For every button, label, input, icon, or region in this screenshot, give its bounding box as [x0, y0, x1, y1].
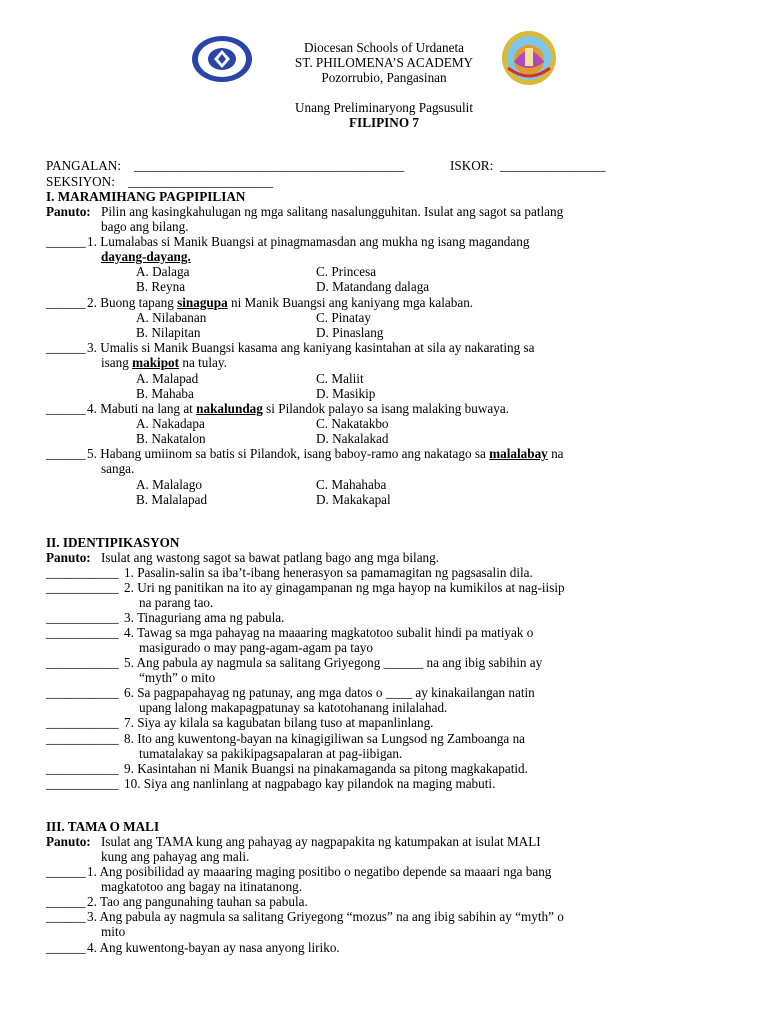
question-text: 3. Umalis si Manik Buangsi kasama ang kaniyang kasintahan at sila ay nakarating sa [87, 340, 535, 355]
part3-directions-cont: kung ang pahayag ang mali. [101, 849, 250, 864]
choice-d: D. Pinaslang [316, 325, 384, 340]
part3-heading: III. TAMA O MALI [46, 819, 160, 834]
school-diocese-line: Diocesan Schools of Urdaneta [303, 40, 465, 55]
underlined-word: dayang-dayang. [101, 249, 191, 264]
answer-blank[interactable]: ______ [46, 940, 86, 955]
choice-a: A. Malapad [136, 371, 199, 386]
question-text-cont: upang lalong makapagpatunay sa katotohanang inilalahad. [139, 700, 448, 715]
question-text-cont: na parang tao. [139, 595, 214, 610]
question-text: na tulay. [182, 355, 227, 370]
choice-d: D. Masikip [316, 386, 376, 401]
question-text: 4. Mabuti na lang at [87, 401, 193, 416]
question-text: 9. Kasintahan ni Manik Buangsi na pinakamaganda sa pitong magkakapatid. [124, 761, 528, 776]
underlined-word: makipot [132, 355, 180, 370]
section-field[interactable]: ______________________ [128, 174, 274, 189]
section-label: SEKSIYON: [46, 174, 115, 189]
choice-d: D. Matandang dalaga [316, 279, 430, 294]
school-name: ST. PHILOMENA’S ACADEMY [294, 55, 474, 70]
choice-b: B. Nakatalon [136, 431, 206, 446]
question-text: sanga. [101, 461, 135, 476]
underlined-word: sinagupa [177, 295, 228, 310]
answer-blank[interactable]: ___________ [46, 685, 119, 700]
choice-a: A. Malalago [136, 477, 202, 492]
answer-blank[interactable]: ___________ [46, 655, 119, 670]
question-text-cont: tumatalakay sa pakikipagsapalaran at pag-iibigan. [139, 746, 403, 761]
part1-directions-label: Panuto: [46, 204, 91, 219]
choice-b: B. Reyna [136, 279, 186, 294]
part2-directions: Isulat ang wastong sagot sa bawat patlang bago ang mga bilang. [101, 550, 440, 565]
question-text: 1. Pasalin-salin sa iba’t-ibang henerasyon sa pamamagitan ng pagsasalin dila. [124, 565, 533, 580]
answer-blank[interactable]: ______ [46, 295, 86, 310]
answer-blank[interactable]: ______ [46, 894, 86, 909]
answer-blank[interactable]: ___________ [46, 610, 119, 625]
choice-c: C. Mahahaba [316, 477, 387, 492]
question-text: 4. Tawag sa mga pahayag na maaaring magkatotoo subalit hindi pa matiyak o [124, 625, 534, 640]
answer-blank[interactable]: ______ [46, 446, 86, 461]
question-text-cont: masigurado o may pang-agam-agam pa tayo [139, 640, 373, 655]
question-text: 2. Buong tapang [87, 295, 174, 310]
question-item-4 [87, 401, 509, 416]
part1-directions-cont: bago ang bilang. [101, 219, 189, 234]
choice-a: A. Dalaga [136, 264, 190, 279]
question-item-2 [87, 295, 473, 310]
choice-b: B. Nilapitan [136, 325, 201, 340]
score-label: ISKOR: [450, 158, 494, 173]
answer-blank[interactable]: ______ [46, 909, 86, 924]
statement-text: 1. Ang posibilidad ay maaaring maging positibo o negatibo depende sa maaari nga bang [87, 864, 552, 879]
statement-text: 2. Tao ang pangunahing tauhan sa pabula. [87, 894, 308, 909]
question-text: 8. Ito ang kuwentong-bayan na kinagigiliwan sa Lungsod ng Zamboanga na [124, 731, 526, 746]
exam-title: Unang Preliminaryong Pagsusulit [294, 100, 474, 115]
answer-blank[interactable]: ___________ [46, 715, 119, 730]
question-text-cont: “myth” o mito [139, 670, 216, 685]
answer-blank[interactable]: ___________ [46, 776, 119, 791]
question-item-5 [87, 446, 564, 461]
question-text: 1. Lumalabas si Manik Buangsi at pinagmamasdan ang mukha ng isang magandang [87, 234, 530, 249]
question-text: isang [101, 355, 129, 370]
answer-blank[interactable]: ___________ [46, 565, 119, 580]
answer-blank[interactable]: ___________ [46, 761, 119, 776]
answer-blank[interactable]: ______ [46, 401, 86, 416]
statement-text-cont: magkatotoo ang bagay na itinatanong. [101, 879, 303, 894]
choice-c: C. Nakatakbo [316, 416, 389, 431]
part3-directions-label: Panuto: [46, 834, 91, 849]
question-text: 2. Uri ng panitikan na ito ay ginagampanan ng mga hayop na kumikilos at nag-iisip [124, 580, 565, 595]
question-text: si Pilandok palayo sa isang malaking buwaya. [266, 401, 509, 416]
question-text: 10. Siya ang nanlinlang at nagpabago kay pilandok na maging mabuti. [124, 776, 496, 791]
part1-directions: Pilin ang kasingkahulugan ng mga salitang nasalungguhitan. Isulat ang sagot sa patlang [101, 204, 564, 219]
part2-heading: II. IDENTIPIKASYON [46, 535, 180, 550]
question-text: 6. Sa pagpapahayag ng patunay, ang mga datos o ____ ay kinakailangan natin [124, 685, 535, 700]
question-text: 3. Tinaguriang ama ng pabula. [124, 610, 285, 625]
question-text: na [551, 446, 564, 461]
answer-blank[interactable]: ______ [46, 864, 86, 879]
choice-d: D. Nakalakad [316, 431, 389, 446]
underlined-word: malalabay [489, 446, 548, 461]
choice-c: C. Maliit [316, 371, 364, 386]
question-item-3-cont [101, 355, 227, 370]
choice-c: C. Pinatay [316, 310, 371, 325]
name-field[interactable]: _________________________________________ [134, 158, 405, 173]
choice-a: A. Nilabanan [136, 310, 207, 325]
answer-blank[interactable]: ___________ [46, 580, 119, 595]
statement-text: 4. Ang kuwentong-bayan ay nasa anyong liriko. [87, 940, 340, 955]
choice-b: B. Malalapad [136, 492, 208, 507]
score-field[interactable]: ________________ [500, 158, 606, 173]
answer-blank[interactable]: ______ [46, 340, 86, 355]
choice-d: D. Makakapal [316, 492, 391, 507]
answer-blank[interactable]: ___________ [46, 731, 119, 746]
statement-text: 3. Ang pabula ay nagmula sa salitang Griyegong “mozus” na ang ibig sabihin ay “myth” o [87, 909, 564, 924]
question-text: 5. Ang pabula ay nagmula sa salitang Griyegong ______ na ang ibig sabihin ay [124, 655, 543, 670]
exam-subject: FILIPINO 7 [349, 115, 419, 130]
part3-directions: Isulat ang TAMA kung ang pahayag ay nagpapakita ng katumpakan at isulat MALI [101, 834, 541, 849]
answer-blank[interactable]: ___________ [46, 625, 119, 640]
statement-text-cont: mito [101, 924, 126, 939]
choice-b: B. Mahaba [136, 386, 194, 401]
question-text: 7. Siya ay kilala sa kagubatan bilang tuso at mapanlinlang. [124, 715, 434, 730]
part1-heading: I. MARAMIHANG PAGPIPILIAN [46, 189, 246, 204]
name-label: PANGALAN: [46, 158, 121, 173]
underlined-word: nakalundag [196, 401, 263, 416]
question-text: 5. Habang umiinom sa batis si Pilandok, isang baboy-ramo ang nakatago sa [87, 446, 486, 461]
school-address: Pozorrubio, Pangasinan [321, 70, 447, 85]
part2-directions-label: Panuto: [46, 550, 91, 565]
choice-a: A. Nakadapa [136, 416, 205, 431]
question-text: ni Manik Buangsi ang kaniyang mga kalaban. [231, 295, 474, 310]
choice-c: C. Princesa [316, 264, 377, 279]
answer-blank[interactable]: ______ [46, 234, 86, 249]
